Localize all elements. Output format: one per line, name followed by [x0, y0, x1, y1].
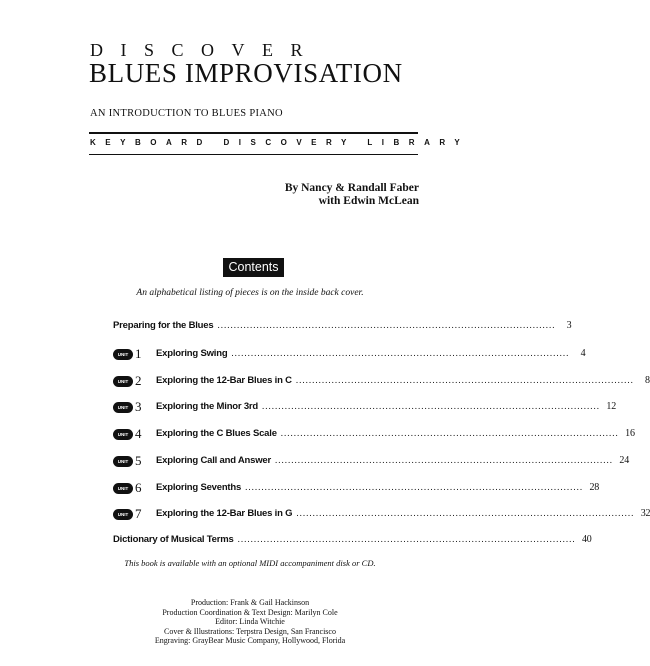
unit-marker — [113, 453, 156, 469]
toc-entry-page: 3 — [566, 320, 572, 331]
credit-line: Engraving: GrayBear Music Company, Hollywood, Florida — [154, 636, 346, 646]
unit-number: 3 — [135, 399, 142, 414]
toc-entry-title: Exploring Sevenths — [156, 481, 242, 493]
toc-entry-page: 24 — [619, 454, 630, 466]
unit-number: 7 — [135, 506, 142, 521]
dot-leader: ........................................................................................................ — [237, 534, 576, 544]
unit-badge-icon: UNIT — [113, 509, 133, 520]
unit-marker — [113, 399, 156, 415]
dot-leader: ........................................................................................................ — [245, 481, 584, 492]
toc-entry-unit-3[interactable] — [113, 399, 617, 414]
unit-marker — [113, 480, 156, 496]
dot-leader: ........................................................................................................ — [275, 454, 614, 465]
toc-entry-unit-6[interactable] — [113, 480, 600, 495]
toc-entry-title: Exploring Call and Answer — [156, 454, 272, 466]
unit-number: 6 — [135, 480, 142, 495]
unit-number: 2 — [135, 373, 142, 388]
header-rule-top — [89, 132, 418, 134]
toc-entry-title: Exploring the 12-Bar Blues in C — [156, 374, 292, 386]
midi-availability-note: This book is available with an optional MIDI accompaniment disk or CD. — [124, 558, 376, 568]
unit-badge-icon: UNIT — [113, 376, 133, 387]
unit-marker — [113, 426, 156, 442]
toc-entry-unit-2[interactable] — [113, 373, 650, 388]
toc-entry-page: 4 — [580, 347, 586, 359]
unit-badge-icon: UNIT — [113, 429, 133, 440]
toc-entry-title: Dictionary of Musical Terms — [113, 534, 234, 545]
unit-marker — [113, 506, 156, 522]
dot-leader: ........................................................................................................ — [280, 427, 619, 438]
unit-badge-icon: UNIT — [113, 402, 133, 413]
dot-leader: ........................................................................................................ — [296, 507, 635, 518]
series-name: KEYBOARD DISCOVERY LIBRARY — [90, 138, 470, 147]
toc-entry-title: Exploring Swing — [156, 347, 228, 359]
toc-entry-title: Preparing for the Blues — [113, 320, 214, 331]
contents-heading: Contents — [223, 258, 284, 277]
authors-line-1: By Nancy & Randall Faber — [284, 182, 419, 194]
unit-badge-icon: UNIT — [113, 456, 133, 467]
discover-heading: DISCOVER — [90, 40, 321, 60]
unit-marker — [113, 346, 156, 362]
unit-badge-icon: UNIT — [113, 349, 133, 360]
toc-entry-unit-4[interactable] — [113, 426, 635, 441]
authors-block — [285, 182, 419, 208]
toc-entry-page: 16 — [625, 427, 635, 439]
toc-entry-page: 28 — [589, 481, 600, 493]
alphabetical-listing-note: An alphabetical listing of pieces is on the inside back cover. — [136, 288, 364, 298]
unit-badge-icon: UNIT — [113, 483, 133, 494]
credit-line: Production: Frank & Gail Hackinson — [190, 598, 310, 607]
toc-entry-title: Exploring the C Blues Scale — [156, 427, 277, 439]
toc-entry-title: Exploring the 12-Bar Blues in G — [156, 507, 293, 519]
credits-block — [0, 598, 500, 646]
authors-line-2: with Edwin McLean — [318, 195, 419, 207]
dot-leader: ........................................................................................................ — [231, 347, 570, 358]
unit-number: 1 — [135, 346, 142, 361]
dot-leader: ........................................................................................................ — [295, 374, 634, 385]
dot-leader: ........................................................................................................ — [217, 320, 556, 330]
toc-entry-dictionary[interactable] — [113, 534, 592, 548]
toc-entry-page: 12 — [606, 400, 617, 412]
credit-line: Editor: Linda Witchie — [215, 617, 285, 627]
toc-entry-page: 32 — [640, 507, 650, 519]
toc-entry-title: Exploring the Minor 3rd — [156, 400, 259, 412]
credit-line: Production Coordination & Text Design: Marilyn Cole — [162, 607, 338, 617]
toc-entry-unit-7[interactable] — [113, 506, 650, 521]
unit-number: 5 — [135, 453, 142, 468]
toc-entry-page: 8 — [645, 374, 650, 386]
credit-line: Cover & Illustrations: Terpstra Design, San Francisco — [164, 626, 336, 636]
book-subtitle: AN INTRODUCTION TO BLUES PIANO — [90, 108, 283, 119]
toc-entry-unit-1[interactable] — [113, 346, 586, 361]
dot-leader: ........................................................................................................ — [262, 400, 601, 411]
header-rule-bottom — [89, 154, 418, 155]
book-title: BLUES IMPROVISATION — [89, 58, 403, 88]
unit-marker — [113, 373, 156, 389]
unit-number: 4 — [135, 426, 142, 441]
toc-entry-page: 40 — [582, 534, 592, 545]
toc-entry-unit-5[interactable] — [113, 453, 630, 468]
toc-entry-preparing[interactable] — [113, 320, 572, 334]
